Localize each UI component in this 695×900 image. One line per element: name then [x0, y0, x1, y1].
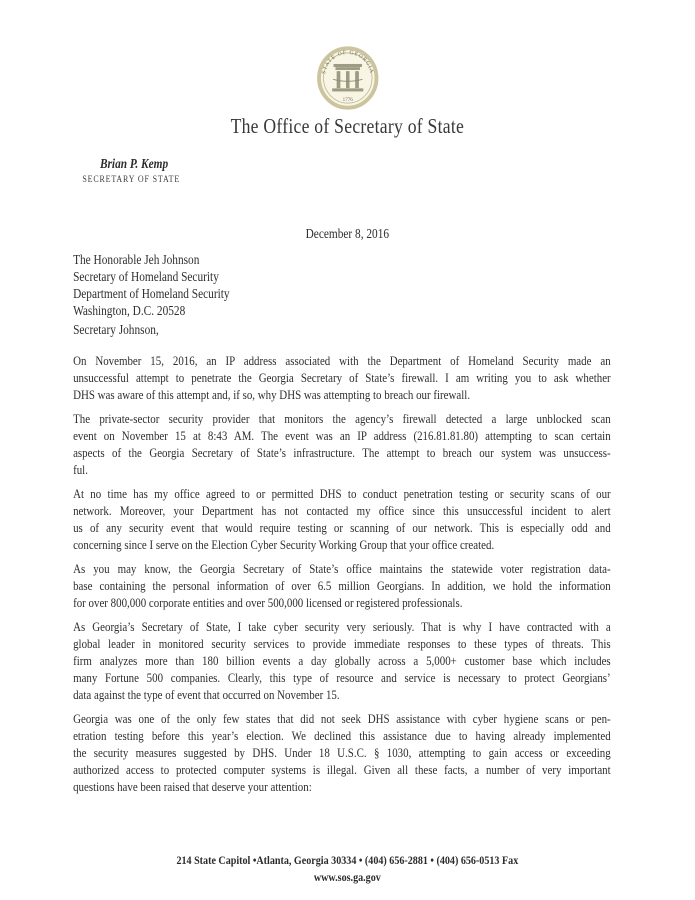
- paragraph-line: many Fortune 500 companies. Clearly, this type of resource and service is necessary to protect Georgians’: [73, 670, 611, 685]
- paragraph-line: unsuccessful attempt to penetrate the Georgia Secretary of State’s firewall. I am writing you to ask whether: [73, 370, 611, 385]
- paragraph: [73, 352, 611, 403]
- paragraph-line: us of any security event that would require testing or scanning of our network. This is especially odd and: [73, 520, 611, 535]
- paragraph-line: firm analyzes more than 180 billion events a day globally across a 5,000+ customer base which includes: [73, 653, 611, 668]
- paragraph-line: for over 800,000 corporate entities and over 500,000 licensed or registered professionals.: [73, 595, 463, 610]
- recipient-line: The Honorable Jeh Johnson: [73, 252, 200, 267]
- salutation: Secretary Johnson,: [73, 322, 159, 337]
- seal-year-text: 1776: [342, 97, 353, 104]
- letter-footer: [0, 852, 695, 886]
- recipient-address: [73, 251, 230, 319]
- paragraph-line: Georgia was one of the only few states that did not seek DHS assistance with cyber hygiene scans or pen-: [73, 711, 611, 726]
- official-name: Brian P. Kemp: [99, 156, 169, 171]
- paragraph-line: On November 15, 2016, an IP address associated with the Department of Homeland Security made an: [73, 353, 611, 368]
- paragraph: [73, 485, 611, 553]
- footer-website: www.sos.ga.gov: [313, 870, 381, 884]
- georgia-state-seal: [0, 45, 695, 116]
- seal-ring-text: STATE OF GEORGIA: [320, 49, 375, 75]
- paragraph-line: At no time has my office agreed to or permitted DHS to conduct penetration testing or security scans of our: [73, 486, 611, 501]
- recipient-line: Washington, D.C. 20528: [73, 303, 186, 318]
- recipient-line: Department of Homeland Security: [73, 286, 230, 301]
- page-title: The Office of Secretary of State: [230, 114, 465, 138]
- paragraph-line: network. Moreover, your Department has not contacted my office since this unsuccessful incident to alert: [73, 503, 611, 518]
- paragraph: [73, 560, 611, 611]
- paragraph-line: As you may know, the Georgia Secretary of State’s office maintains the statewide voter registration data-: [73, 561, 611, 576]
- paragraph-line: concerning since I serve on the Election Cyber Security Working Group that your office created.: [73, 537, 495, 552]
- paragraph: [73, 410, 611, 478]
- paragraph-line: etration testing before this year’s election. We declined this assistance due to having already implemented: [73, 728, 611, 743]
- paragraph-line: base containing the personal information of over 6.5 million Georgians. In addition, we hold the information: [73, 578, 611, 593]
- paragraph-line: the security measures suggested by DHS. Under 18 U.S.C. § 1030, attempting to gain access or exceeding: [73, 745, 611, 760]
- official-title: SECRETARY OF STATE: [82, 175, 181, 185]
- paragraph: [73, 618, 611, 703]
- paragraph-line: As Georgia’s Secretary of State, I take cyber security very seriously. That is why I have contracted with a: [73, 619, 611, 634]
- paragraph-line: global leader in monitored security services to provide immediate responses to these types of threats. This: [73, 636, 611, 651]
- paragraph-line: authorized access to protected computer systems is illegal. Given all these facts, a number of very important: [73, 762, 611, 777]
- paragraph-line: The private-sector security provider that monitors the agency’s firewall detected a large unblocked scan: [73, 411, 611, 426]
- footer-address-line: 214 State Capitol •Atlanta, Georgia 30334 • (404) 656-2881 • (404) 656-0513 Fax: [176, 853, 519, 867]
- official-block: [82, 156, 180, 185]
- paragraph-line: data against the type of event that occurred on November 15.: [73, 687, 340, 702]
- paragraph-line: event on November 15 at 8:43 AM. The event was an IP address (216.81.81.80) attempting to scan certain: [73, 428, 611, 443]
- paragraph-line: aspects of the Georgia Secretary of State’s infrastructure. The attempt to breach our system was unsuccess-: [73, 445, 611, 460]
- paragraph-line: DHS was aware of this attempt and, if so, why DHS was attempting to breach our firewall.: [73, 387, 471, 402]
- recipient-line: Secretary of Homeland Security: [73, 269, 219, 284]
- date-line: December 8, 2016: [305, 226, 390, 241]
- paragraph: [73, 710, 611, 795]
- paragraph-line: questions have been raised that deserve your attention:: [73, 779, 312, 794]
- letter-body: [73, 352, 611, 802]
- paragraph-line: ful.: [73, 462, 88, 477]
- state-seal-icon: [315, 45, 379, 111]
